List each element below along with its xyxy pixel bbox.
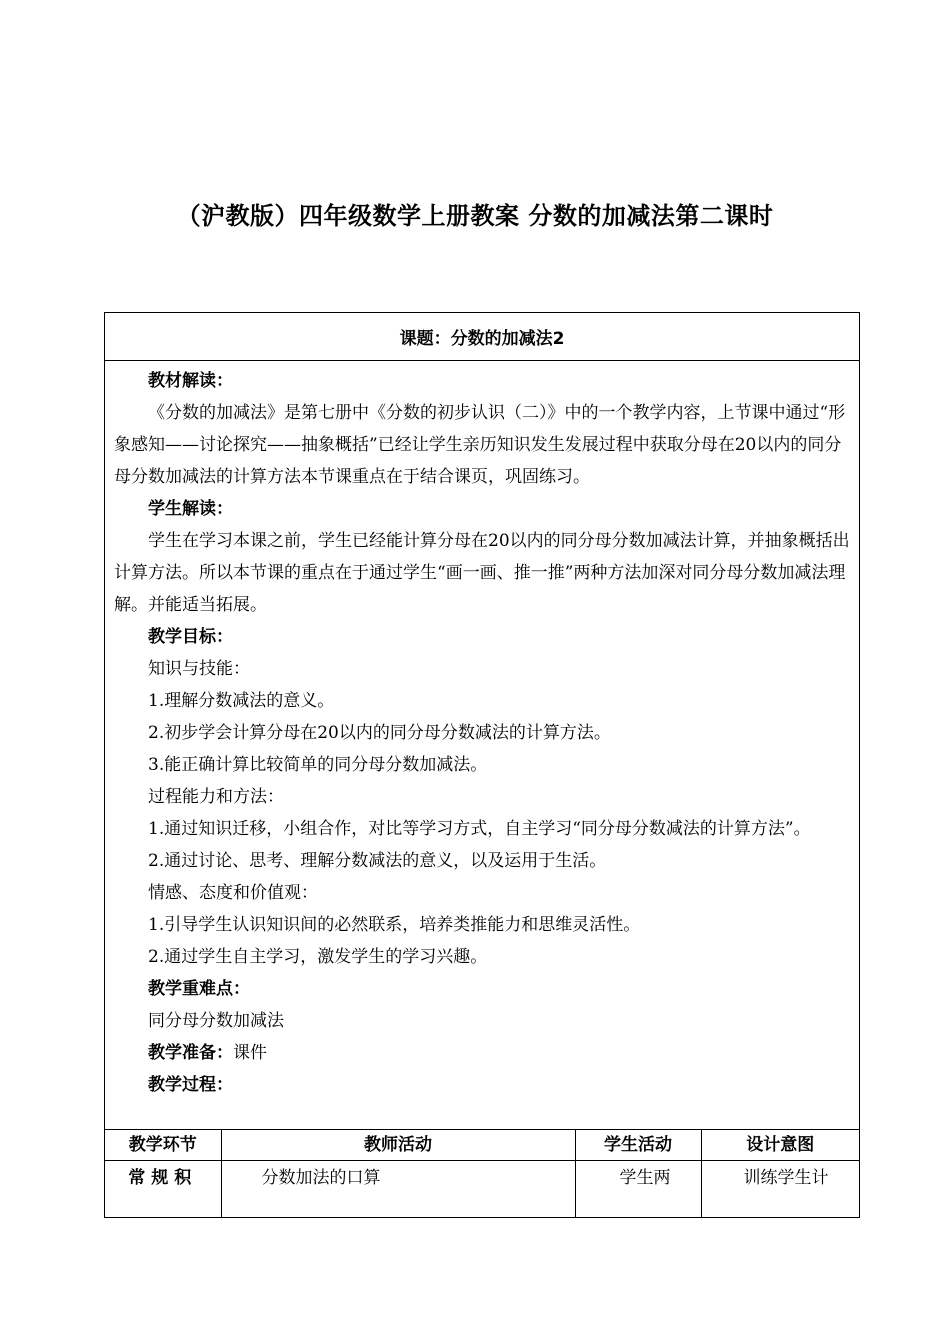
key-points-text: 同分母分数加减法 [148, 1011, 284, 1031]
preparation-heading: 教学准备： [148, 1043, 233, 1063]
key-points-heading: 教学重难点： [148, 979, 250, 999]
column-header: 教学环节 [105, 1130, 221, 1161]
table-cell: 训练学生计 [701, 1161, 859, 1219]
process-label: 过程能力和方法： [148, 787, 284, 807]
table-row [105, 1161, 859, 1219]
column-header: 学生活动 [575, 1130, 701, 1161]
table-header-row [105, 1130, 859, 1161]
student-text: 学生在学习本课之前，学生已经能计算分母在20以内的同分母分数加减法计算，并抽象概括出计算方法。所以本节课的重点在于通过学生“画一画、推一推”两种方法加深对同分母分数加减法理解。并能适当拓展。 [114, 531, 850, 615]
student-heading: 学生解读： [148, 499, 233, 519]
lesson-content [114, 365, 854, 1101]
emotion-item: 2.通过学生自主学习，激发学生的学习兴趣。 [148, 947, 488, 967]
knowledge-item: 2.初步学会计算分母在20以内的同分母分数减法的计算方法。 [148, 723, 611, 743]
process-table [105, 1129, 859, 1218]
process-heading: 教学过程： [148, 1075, 233, 1095]
preparation-text: 课件 [233, 1043, 267, 1063]
document-title: （沪教版）四年级数学上册教案 分数的加减法第二课时 [176, 202, 774, 230]
column-header: 教师活动 [221, 1130, 575, 1161]
process-item: 1.通过知识迁移，小组合作，对比等学习方式，自主学习“同分母分数减法的计算方法”。 [148, 819, 811, 839]
preparation-line [114, 1037, 854, 1069]
process-item: 2.通过讨论、思考、理解分数减法的意义，以及运用于生活。 [148, 851, 607, 871]
emotion-item: 1.引导学生认识知识间的必然联系，培养类推能力和思维灵活性。 [148, 915, 641, 935]
lesson-subject: 课题：分数的加减法2 [105, 313, 859, 361]
material-text: 《分数的加减法》是第七册中《分数的初步认识（二）》中的一个教学内容，上节课中通过“形象感知——讨论探究——抽象概括”已经让学生亲历知识发生发展过程中获取分母在20以内的同分母分数加减法的计算方法本节课重点在于结合课页，巩固练习。 [114, 403, 846, 487]
knowledge-item: 1.理解分数减法的意义。 [148, 691, 335, 711]
table-cell: 常规积 [105, 1161, 221, 1219]
column-header: 设计意图 [701, 1130, 859, 1161]
table-cell: 学生两 [575, 1161, 701, 1219]
lesson-plan-table [104, 312, 860, 1218]
goals-heading: 教学目标： [148, 627, 233, 647]
material-heading: 教材解读： [148, 371, 233, 391]
knowledge-label: 知识与技能： [148, 659, 250, 679]
knowledge-item: 3.能正确计算比较简单的同分母分数加减法。 [148, 755, 488, 775]
emotion-label: 情感、态度和价值观： [148, 883, 318, 903]
table-cell: 分数加法的口算 [221, 1161, 575, 1219]
